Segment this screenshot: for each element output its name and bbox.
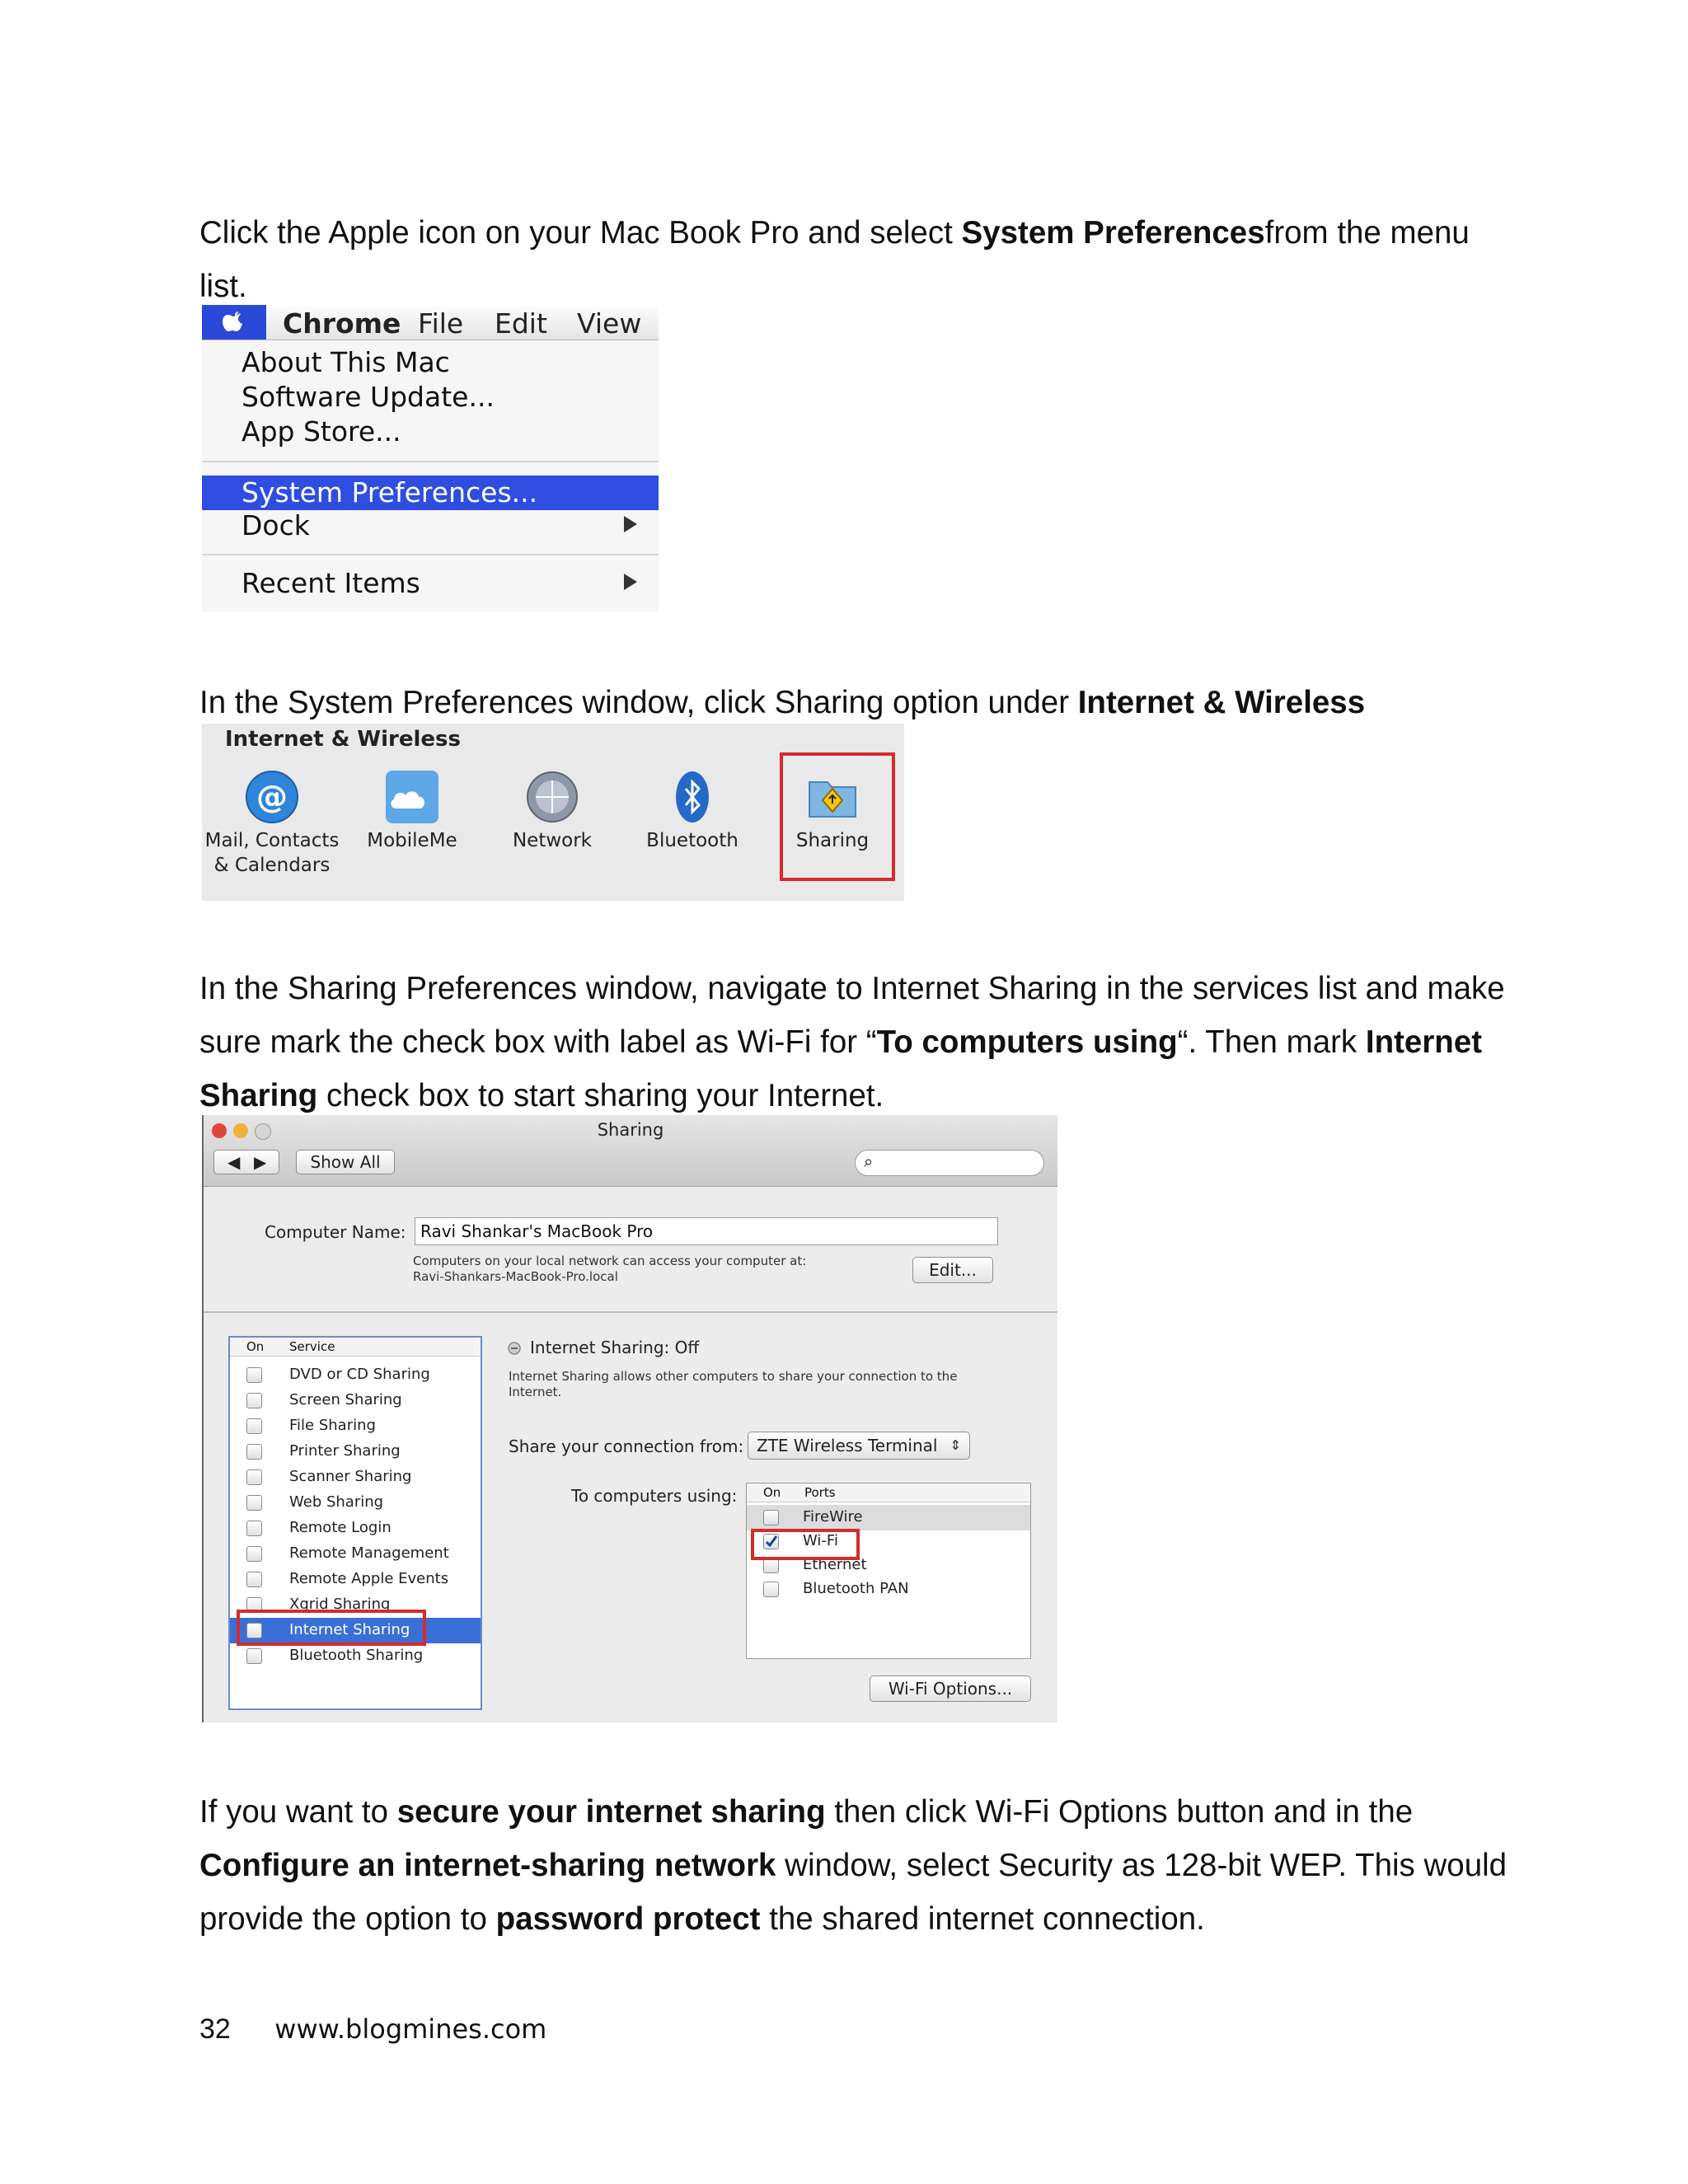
- menu-item-about[interactable]: About This Mac: [241, 346, 450, 378]
- status-off-icon: [507, 1341, 522, 1356]
- menu-separator: [202, 554, 659, 555]
- forward-arrow-icon: ▶: [254, 1152, 267, 1172]
- service-checkbox[interactable]: [246, 1418, 262, 1434]
- service-label: Web Sharing: [289, 1493, 384, 1511]
- service-label: File Sharing: [289, 1417, 376, 1434]
- svg-text:@: @: [256, 779, 288, 815]
- cloud-icon: [384, 769, 440, 825]
- services-list[interactable]: [228, 1336, 482, 1710]
- search-icon: ⌕: [864, 1151, 874, 1171]
- service-row[interactable]: [230, 1413, 481, 1439]
- wifi-highlight-box: [751, 1529, 860, 1560]
- show-all-button[interactable]: Show All: [296, 1150, 395, 1174]
- instruction-paragraph-2: In the System Preferences window, click Sharing option under Internet & Wireless: [199, 685, 1366, 720]
- bold-configure-network: Configure an internet-sharing network: [199, 1848, 776, 1883]
- service-row[interactable]: [230, 1439, 481, 1465]
- services-list-header: On Service: [230, 1338, 481, 1357]
- service-checkbox[interactable]: [246, 1469, 262, 1485]
- submenu-arrow-icon: [624, 574, 637, 590]
- apple-menu-button[interactable]: [202, 305, 266, 340]
- mail-at-icon: [244, 769, 300, 825]
- footer-website: www.blogmines.com: [274, 2013, 547, 2045]
- instruction-paragraph-3: In the Sharing Preferences window, navigate to Internet Sharing in the services list and make sure mark the check box with label as Wi-Fi for “To computers using“. Then mark Internet Sharing check box to start sharing your Internet.: [199, 971, 1505, 1113]
- window-titlebar: [204, 1115, 1057, 1187]
- submenu-arrow-icon: [624, 516, 637, 532]
- computer-name-input[interactable]: Ravi Shankar's MacBook Pro: [415, 1217, 998, 1245]
- divider: [204, 1311, 1057, 1313]
- service-checkbox[interactable]: [246, 1495, 262, 1511]
- service-checkbox[interactable]: [246, 1367, 262, 1383]
- computer-name-label: Computer Name:: [265, 1222, 406, 1242]
- page-footer: [199, 2013, 546, 2046]
- menu-item-software-update[interactable]: Software Update...: [241, 381, 495, 413]
- service-checkbox[interactable]: [246, 1393, 262, 1408]
- service-checkbox[interactable]: [246, 1546, 262, 1562]
- menu-bar-file[interactable]: File: [418, 307, 464, 340]
- sharing-highlight-box: [780, 752, 895, 881]
- sharing-window-screenshot: [202, 1115, 1057, 1722]
- menu-item-dock[interactable]: Dock: [241, 509, 310, 541]
- instruction-paragraph-4: If you want to secure your internet sharing then click Wi-Fi Options button and in the Configure an internet-sharing network window, select Security as 128-bit WEP. This would provide the option to password protect the shared internet connection.: [199, 1794, 1507, 1937]
- menu-bar-view[interactable]: View: [577, 307, 642, 340]
- edit-button[interactable]: Edit...: [912, 1257, 993, 1283]
- network-globe-icon: [524, 769, 580, 825]
- port-label: Wi-Fi: [803, 1532, 838, 1549]
- share-from-label: Share your connection from:: [509, 1436, 744, 1456]
- service-label: Xgrid Sharing: [289, 1596, 391, 1613]
- internet-sharing-highlight-box: [237, 1610, 426, 1646]
- menu-item-system-preferences[interactable]: [202, 476, 659, 510]
- port-label: FireWire: [803, 1508, 863, 1526]
- service-row[interactable]: [230, 1388, 481, 1413]
- service-checkbox[interactable]: [246, 1521, 262, 1536]
- service-label: Remote Login: [289, 1519, 392, 1536]
- menu-bar-chrome[interactable]: Chrome: [283, 307, 401, 340]
- service-row[interactable]: [230, 1541, 481, 1567]
- service-label: Screen Sharing: [289, 1391, 402, 1408]
- service-label: Scanner Sharing: [289, 1468, 412, 1485]
- service-checkbox[interactable]: [246, 1648, 262, 1664]
- service-row[interactable]: [230, 1465, 481, 1490]
- ports-list[interactable]: [746, 1483, 1031, 1659]
- port-row[interactable]: [747, 1505, 1030, 1530]
- search-input[interactable]: [855, 1150, 1044, 1176]
- bold-system-preferences: System Preferences: [961, 215, 1265, 251]
- ports-list-header: On Ports: [747, 1483, 1030, 1502]
- service-label: Internet Sharing: [289, 1621, 410, 1638]
- window-title: Sharing: [597, 1120, 664, 1140]
- internet-sharing-description: Internet Sharing allows other computers to share your connection to the Internet.: [509, 1369, 958, 1399]
- menu-bar-edit[interactable]: Edit: [495, 307, 547, 340]
- apple-menu-screenshot: [202, 305, 659, 612]
- service-row[interactable]: [230, 1516, 481, 1541]
- port-row[interactable]: [747, 1577, 1030, 1602]
- menu-separator: [202, 461, 659, 462]
- back-forward-buttons[interactable]: [213, 1150, 279, 1174]
- wifi-options-button[interactable]: Wi-Fi Options...: [870, 1675, 1031, 1702]
- service-checkbox[interactable]: [246, 1444, 262, 1460]
- bluetooth-icon: [664, 769, 720, 825]
- service-row[interactable]: [230, 1643, 481, 1669]
- port-label: Bluetooth PAN: [803, 1580, 909, 1597]
- back-arrow-icon: ◀: [227, 1152, 241, 1172]
- instruction-paragraph-1: Click the Apple icon on your Mac Book Pro and select System Preferencesfrom the menu list.: [199, 215, 1470, 304]
- service-label: Remote Management: [289, 1544, 449, 1562]
- to-computers-label: To computers using:: [571, 1486, 738, 1506]
- menu-item-app-store[interactable]: App Store...: [241, 415, 401, 448]
- port-checkbox[interactable]: [763, 1582, 779, 1597]
- service-label: Remote Apple Events: [289, 1570, 449, 1587]
- share-from-select[interactable]: ZTE Wireless Terminal ⇕: [748, 1432, 970, 1460]
- service-row[interactable]: [230, 1362, 481, 1388]
- service-row[interactable]: [230, 1567, 481, 1592]
- bold-to-computers-using: To computers using: [876, 1024, 1178, 1060]
- service-row[interactable]: [230, 1490, 481, 1516]
- menu-item-system-preferences-label: System Preferences...: [241, 476, 538, 509]
- bold-password-protect: password protect: [495, 1901, 761, 1937]
- bold-internet-wireless: Internet & Wireless: [1077, 685, 1366, 720]
- select-arrows-icon: ⇕: [950, 1437, 961, 1453]
- menu-bar: [202, 305, 659, 340]
- service-label: Printer Sharing: [289, 1442, 401, 1460]
- section-title: Internet & Wireless: [225, 727, 461, 752]
- service-checkbox[interactable]: [246, 1572, 262, 1587]
- service-label: Bluetooth Sharing: [289, 1647, 424, 1664]
- menu-item-recent-items[interactable]: Recent Items: [241, 567, 420, 599]
- bold-internet-sharing: Internet Sharing: [199, 1024, 1483, 1113]
- page-number: 32: [199, 2013, 231, 2045]
- internet-sharing-status: Internet Sharing: Off: [530, 1338, 700, 1357]
- computer-address-info: Computers on your local network can access your computer at: Ravi-Shankars-MacBook-Pro.local: [413, 1254, 807, 1284]
- service-label: DVD or CD Sharing: [289, 1366, 430, 1383]
- system-preferences-screenshot: Internet & Wireless @ Mail, Contacts & Calendars MobileMe Network Bluetooth Sharing: [202, 724, 904, 901]
- port-label: Ethernet: [803, 1556, 867, 1573]
- port-checkbox[interactable]: [763, 1510, 779, 1526]
- bold-secure-sharing: secure your internet sharing: [396, 1794, 826, 1830]
- apple-icon: [202, 305, 266, 340]
